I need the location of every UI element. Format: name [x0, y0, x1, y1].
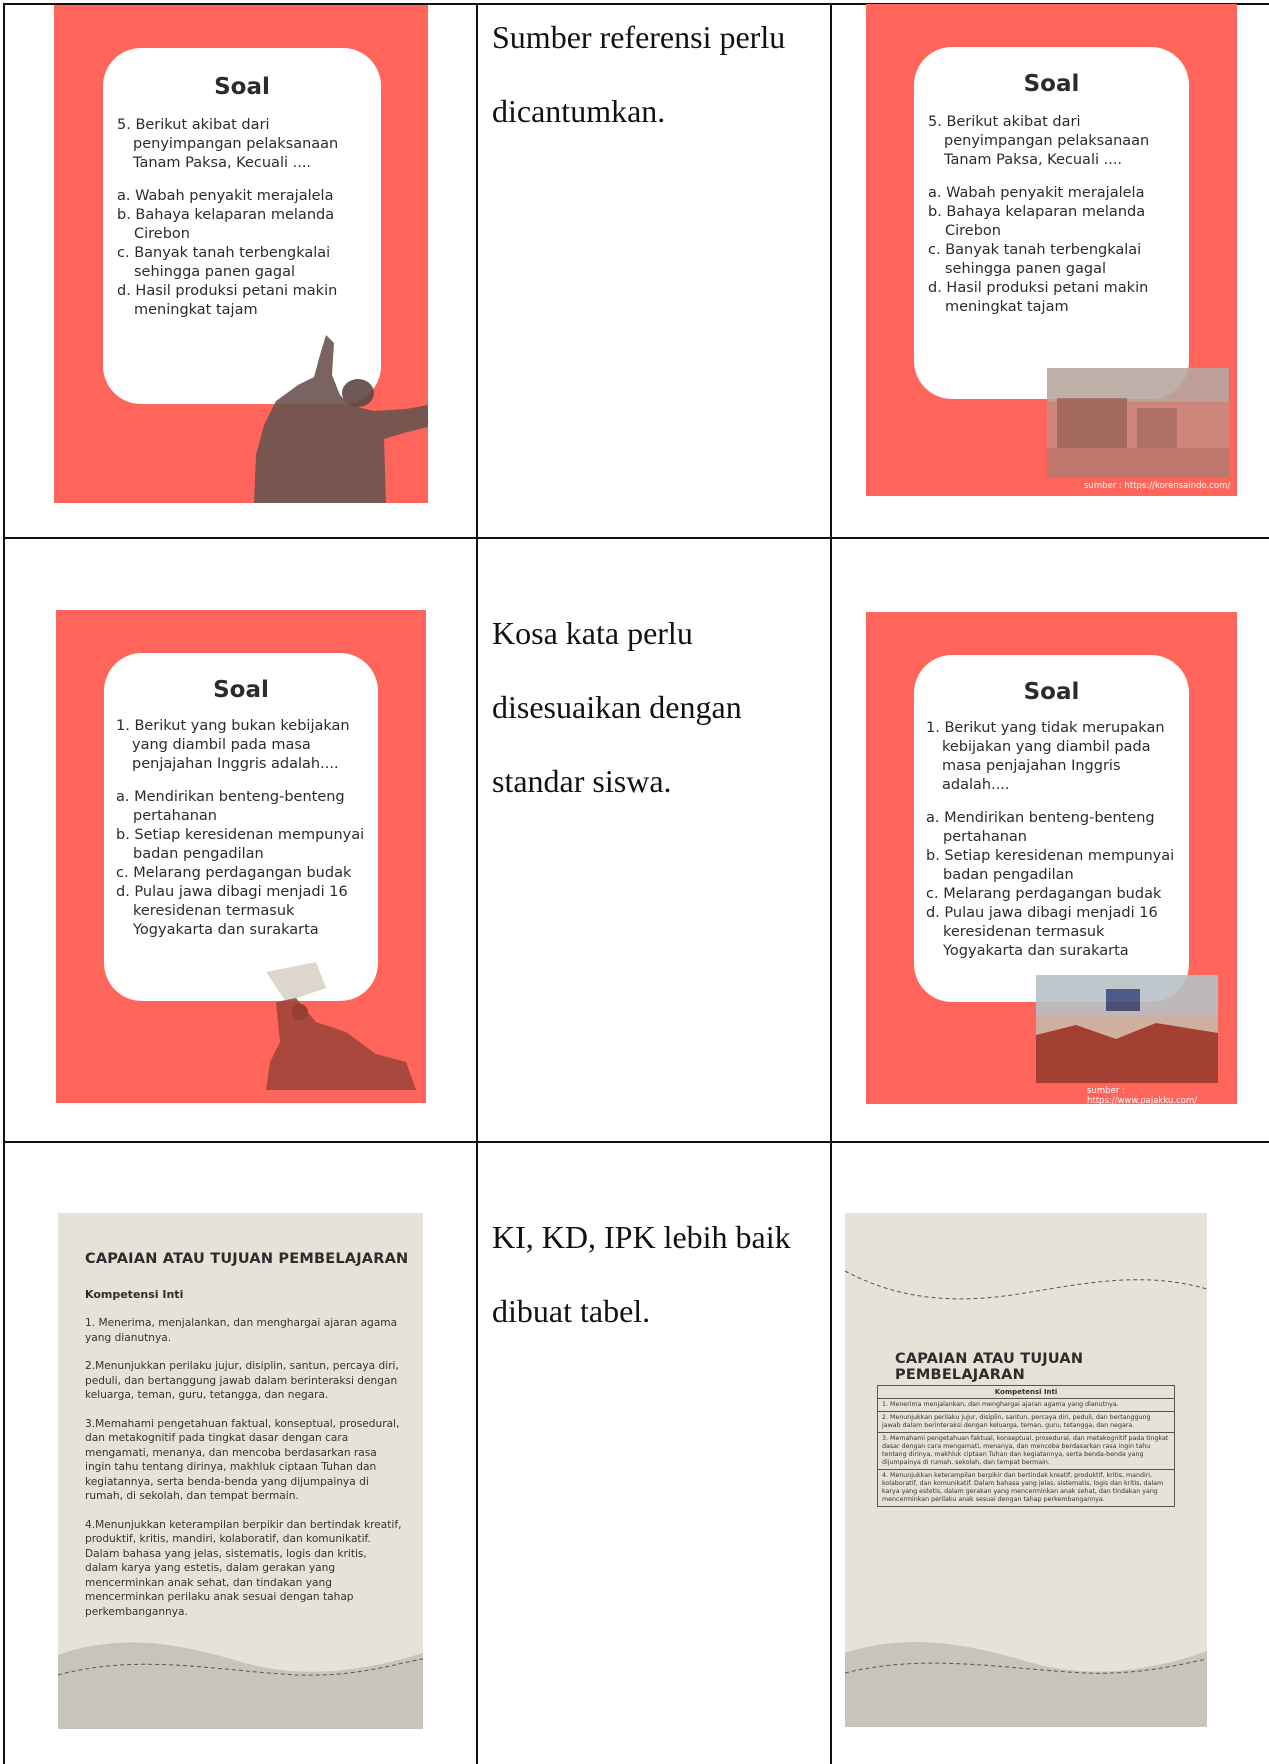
battle-painting-image [1036, 975, 1218, 1083]
note-line: standar siswa. [492, 763, 672, 799]
note-line: dibuat tabel. [492, 1293, 651, 1329]
option-d: d. Pulau jawa dibagi menjadi 16 keresidenan termasuk Yogyakarta dan surakarta [116, 884, 348, 938]
option-c: c. Melarang perdagangan budak [116, 865, 352, 881]
wave-decoration-top [845, 1263, 1207, 1313]
wave-decoration [845, 1633, 1207, 1727]
quiz-card-revised-1 [866, 4, 1237, 496]
question-stem: 1. Berikut yang tidak merupakan kebijakan yang diambil pada masa penjajahan Inggris adalah.... [926, 720, 1165, 793]
flag-monument-image [256, 962, 416, 1090]
review-note-2 [492, 596, 812, 818]
card-title: Soal [1023, 679, 1080, 705]
note-line: Kosa kata perlu [492, 615, 693, 651]
learning-goals-card-revised [845, 1213, 1207, 1727]
note-line: Sumber referensi perlu [492, 19, 786, 55]
option-b: b. Setiap keresidenan mempunyai badan pengadilan [116, 827, 365, 862]
quiz-card-original-2 [56, 610, 426, 1103]
card-title: CAPAIAN ATAU TUJUAN PEMBELAJARAN [895, 1351, 1084, 1383]
table-border-left [3, 3, 5, 1764]
wave-decoration [58, 1633, 423, 1729]
question-text [116, 717, 372, 940]
quiz-card-original-1 [54, 5, 428, 503]
option-a: a. Mendirikan benteng-benteng pertahanan [116, 789, 345, 824]
card-title: Soal [1023, 71, 1080, 97]
review-note-3 [492, 1200, 812, 1348]
competency-table [877, 1385, 1175, 1507]
option-d: d. Pulau jawa dibagi menjadi 16 keresidenan termasuk Yogyakarta dan surakarta [926, 905, 1158, 959]
table-row: 4. Menunjukkan keterampilan berpikir dan bertindak kreatif, produktif, kritis, mandiri, kolaboratif, dan komunikatif. Dalam bahasa yang jelas, sistematis, logis dan kritis, dalam karya yang estetis, dalam gerakan yang mencerminkan anak sehat, dan tindakan yang mencerminkan perilaku anak sesuai dengan tahap perkembangannya. [878, 1469, 1174, 1506]
card-title: CAPAIAN ATAU TUJUAN PEMBELAJARAN [85, 1251, 409, 1267]
option-c: c. Banyak tanah terbengkalai sehingga panen gagal [928, 242, 1142, 277]
table-row: 3. Memahami pengetahuan faktual, konseptual, prosedural, dan metakognitif pada tingkat dasar dengan cara mengamati, menanya, dan mencoba berdasarkan rasa ingin tahu tentang dirinya, makhluk ciptaan Tuhan dan kegiatannya, serta benda-benda yang dijumpainya di rumah, sekolah, dan tempat bermain. [878, 1432, 1174, 1469]
soldier-statue-image [254, 335, 428, 503]
note-line: disesuaikan dengan [492, 689, 742, 725]
tanam-paksa-photo [1047, 368, 1229, 478]
image-source-text: sumber : https://korensaindo.com/ [1084, 481, 1231, 491]
competency-item: 4.Menunjukkan keterampilan berpikir dan bertindak kreatif, produktif, kritis, mandiri, kolaboratif, dan komunikatif. Dalam bahasa yang jelas, sistematis, logis dan kritis, dalam karya yang estetis, dalam gerakan yang mencerminkan anak sehat, dan tindakan yang mencerminkan perilaku anak sesuai dengan tahap perkembangannya. [85, 1518, 402, 1618]
review-note-1 [492, 0, 812, 148]
competency-list [85, 1316, 403, 1633]
note-line: KI, KD, IPK lebih baik [492, 1219, 791, 1255]
learning-goals-card-original [58, 1213, 423, 1729]
competency-item: 2.Menunjukkan perilaku jujur, disiplin, santun, percaya diri, peduli, dan bertanggung jawab dalam berinteraksi dengan keluarga, teman, guru, tetangga, dan negara. [85, 1360, 399, 1401]
question-stem: 5. Berikut akibat dari penyimpangan pelaksanaan Tanam Paksa, Kecuali .... [117, 117, 339, 171]
image-source-text: sumber : https://www.pajakku.com/ [1087, 1086, 1198, 1104]
row-divider-2 [3, 1141, 1269, 1143]
option-b: b. Bahaya kelaparan melanda Cirebon [928, 204, 1146, 239]
question-text [117, 116, 372, 320]
option-b: b. Setiap keresidenan mempunyai badan pengadilan [926, 848, 1175, 883]
option-d: d. Hasil produksi petani makin meningkat tajam [117, 283, 338, 318]
option-d: d. Hasil produksi petani makin meningkat tajam [928, 280, 1149, 315]
option-a: a. Wabah penyakit merajalela [928, 185, 1145, 201]
row-divider-1 [3, 537, 1269, 539]
table-row: 1. Menerima menjalankan, dan menghargai ajaran agama yang dianutnya. [878, 1398, 1174, 1411]
option-a: a. Mendirikan benteng-benteng pertahanan [926, 810, 1155, 845]
column-divider-1 [476, 3, 478, 1764]
option-c: c. Banyak tanah terbengkalai sehingga panen gagal [117, 245, 331, 280]
option-b: b. Bahaya kelaparan melanda Cirebon [117, 207, 335, 242]
question-text [928, 113, 1180, 317]
card-subtitle: Kompetensi Inti [85, 1288, 184, 1301]
table-row: 2. Menunjukkan perilaku jujur, disiplin, santun, percaya diri, peduli, dan bertanggung jawab dalam berinteraksi dengan keluarga, teman, guru, tetangga, dan negara. [878, 1411, 1174, 1432]
competency-item: 1. Menerima, menjalankan, dan menghargai ajaran agama yang dianutnya. [85, 1317, 398, 1344]
question-panel [104, 653, 378, 1001]
card-title: Soal [213, 677, 269, 703]
question-text [926, 719, 1184, 961]
question-stem: 1. Berikut yang bukan kebijakan yang diambil pada masa penjajahan Inggris adalah.... [116, 718, 350, 772]
question-panel [914, 47, 1189, 399]
competency-item: 3.Memahami pengetahuan faktual, konseptual, prosedural, dan metakognitif pada tingkat dasar dengan cara mengamati, menanya, dan mencoba berdasarkan rasa ingin tahu tentang dirinya, makhluk ciptaan Tuhan dan kegiatannya, serta benda-benda yang dijumpainya di rumah, di sekolah, dan tempat bermain. [85, 1417, 400, 1502]
card-title: Soal [214, 74, 270, 100]
option-c: c. Melarang perdagangan budak [926, 886, 1162, 902]
note-line: dicantumkan. [492, 93, 666, 129]
table-header: Kompetensi Inti [994, 1388, 1058, 1396]
quiz-card-revised-2 [866, 612, 1237, 1104]
option-a: a. Wabah penyakit merajalela [117, 188, 334, 204]
column-divider-2 [830, 3, 832, 1764]
question-stem: 5. Berikut akibat dari penyimpangan pelaksanaan Tanam Paksa, Kecuali .... [928, 114, 1150, 168]
question-panel [914, 655, 1189, 1002]
